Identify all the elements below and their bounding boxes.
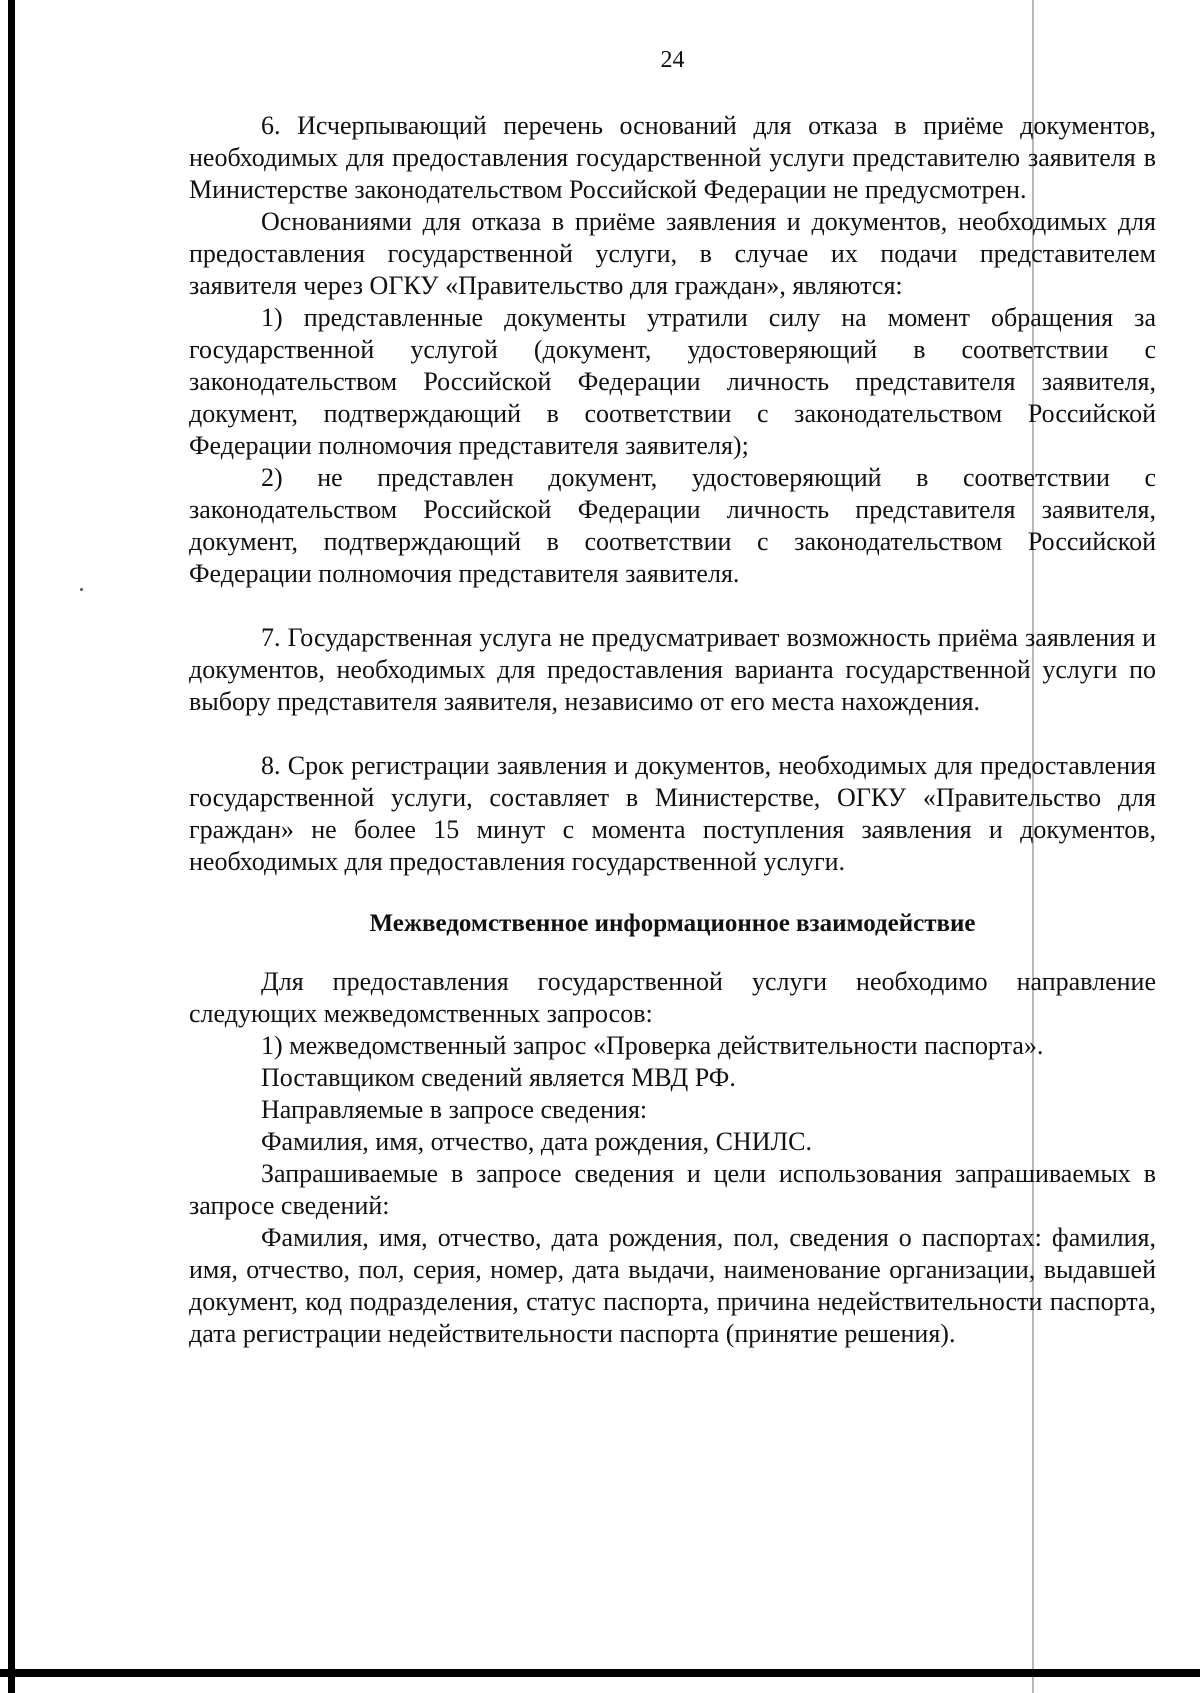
interagency-requested-label: Запрашиваемые в запросе сведения и цели использования запрашиваемых в запросе сведений:	[189, 1159, 1156, 1220]
interagency-sent-values: Фамилия, имя, отчество, дата рождения, СНИЛС.	[261, 1127, 812, 1156]
interagency-request-1: 1) межведомственный запрос «Проверка действительности паспорта».	[261, 1031, 1044, 1060]
interagency-supplier: Поставщиком сведений является МВД РФ.	[261, 1063, 736, 1092]
paragraph-6-ground-1: 1) представленные документы утратили силу на момент обращения за государственной услугой (документ, удостоверяющий в соответствии с законодательством Российской Федерации личность представителя заявителя, документ, подтверждающий в соответствии с законодательством Российской Федерации полномочия представителя заявителя);	[189, 303, 1156, 460]
page-number: 24	[660, 47, 685, 73]
section-heading: Межведомственное информационное взаимодействие	[369, 910, 976, 937]
paragraph-7: 7. Государственная услуга не предусматривает возможность приёма заявления и документов, необходимых для предоставления варианта государственной услуги по выбору представителя заявителя, независимо от его места нахождения.	[189, 623, 1156, 716]
paragraph-6-ground-2: 2) не представлен документ, удостоверяющий в соответствии с законодательством Российской Федерации личность представителя заявителя, документ, подтверждающий в соответствии с законодательством Российской Федерации полномочия представителя заявителя.	[189, 463, 1156, 588]
paragraph-8: 8. Срок регистрации заявления и документов, необходимых для предоставления государственной услуги, составляет в Министерстве, ОГКУ «Правительство для граждан» не более 15 минут с момента поступления заявления и документов, необходимых для предоставления государственной услуги.	[189, 751, 1156, 876]
scan-bottom-edge	[0, 1669, 1200, 1677]
scan-left-edge	[8, 0, 15, 1693]
interagency-sent-label: Направляемые в запросе сведения:	[261, 1095, 648, 1124]
scan-speck	[80, 588, 83, 591]
document-page	[189, 40, 1156, 1350]
interagency-requested-values: Фамилия, имя, отчество, дата рождения, пол, сведения о паспортах: фамилия, имя, отчество, пол, серия, номер, дата выдачи, наименование организации, выдавшей документ, код подразделения, статус паспорта, причина недействительности паспорта, дата регистрации недействительности паспорта (принятие решения).	[189, 1223, 1156, 1348]
paragraph-6-refusal-grounds: Основаниями для отказа в приёме заявления и документов, необходимых для предоставления государственной услуги, в случае их подачи представителем заявителя через ОГКУ «Правительство для граждан», являются:	[189, 207, 1156, 300]
paragraph-6-refusal-list: 6. Исчерпывающий перечень оснований для отказа в приёме документов, необходимых для предоставления государственной услуги представителю заявителя в Министерстве законодательством Российской Федерации не предусмотрен.	[189, 111, 1156, 204]
interagency-intro: Для предоставления государственной услуги необходимо направление следующих межведомственных запросов:	[189, 967, 1156, 1028]
